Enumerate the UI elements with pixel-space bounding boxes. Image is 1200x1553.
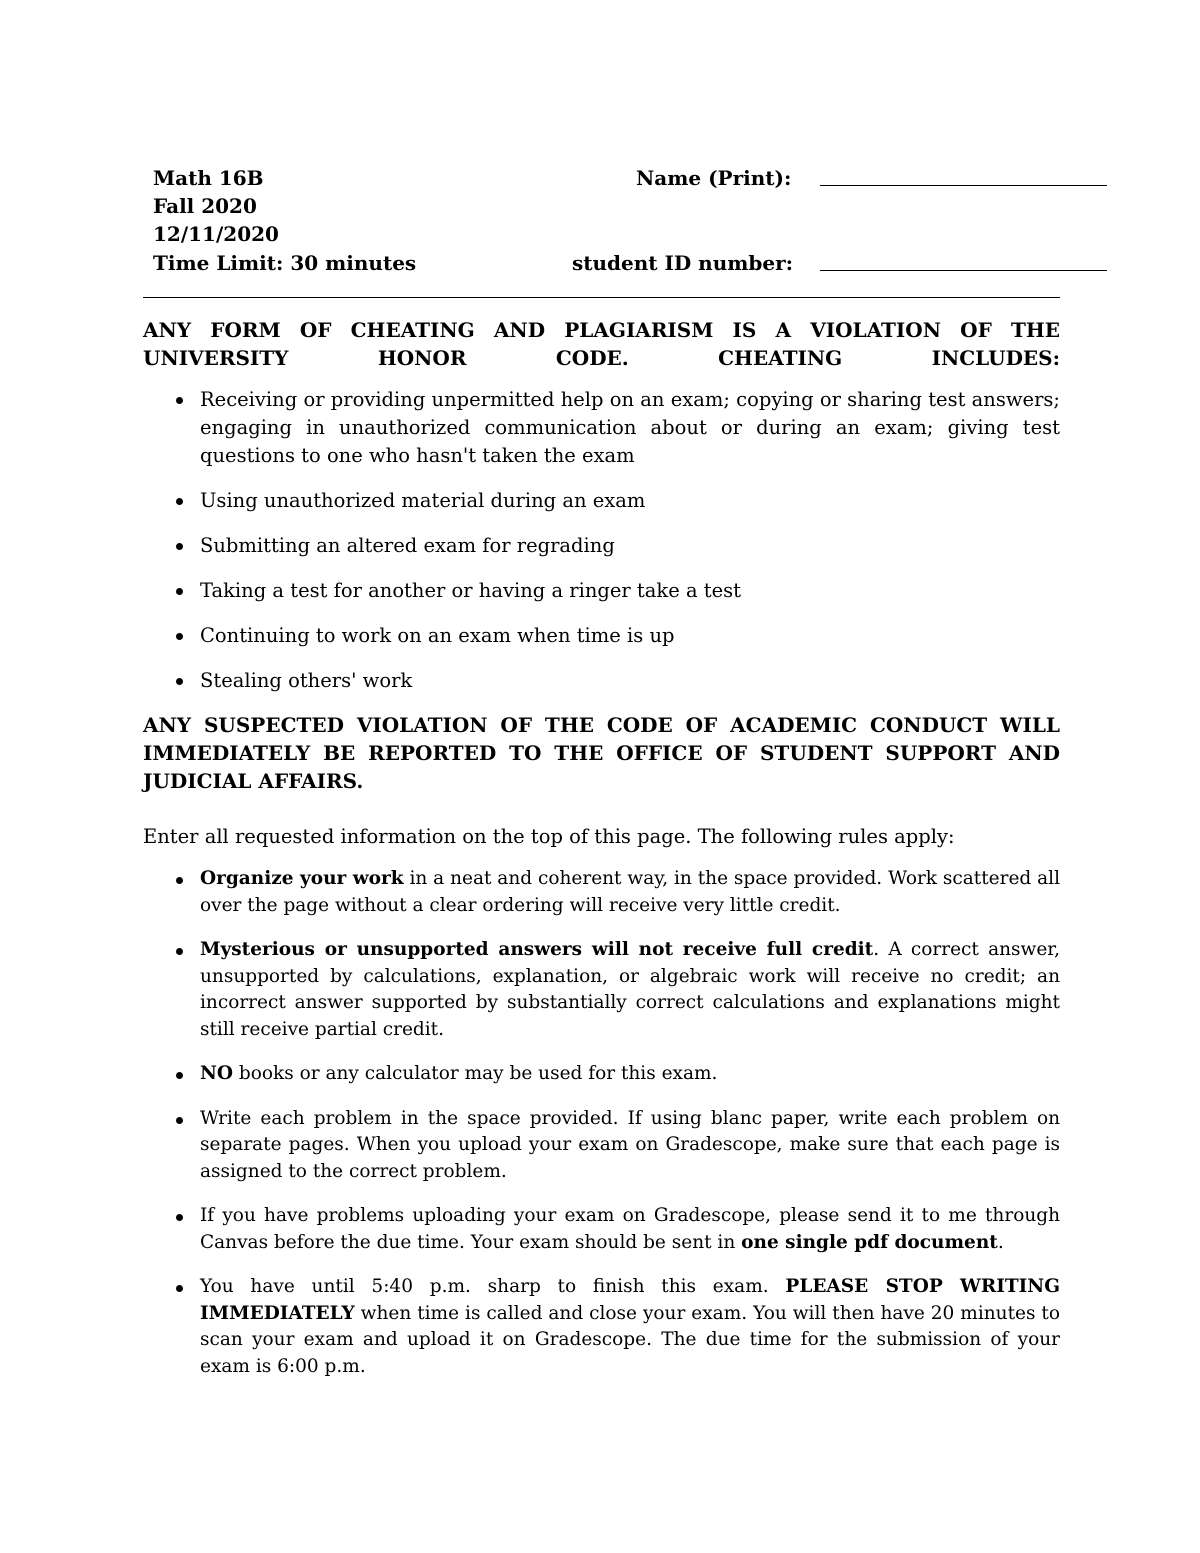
list-item: Receiving or providing unpermitted help on an exam; copying or sharing test answers; engaging in unauthorized communication about or during an exam; giving test questions to one who hasn't taken the exam — [143, 386, 1060, 470]
violation-warning: ANY SUSPECTED VIOLATION OF THE CODE OF ACADEMIC CONDUCT WILL IMMEDIATELY BE REPORTED TO THE OFFICE OF STUDENT SUPPORT AND JUDICIAL AFFAIRS. — [143, 713, 1060, 793]
rule-space — [143, 1106, 1060, 1186]
name-label: Name (Print): — [636, 166, 792, 190]
rule-text: You have until 5:40 p.m. sharp to finish this exam. — [200, 1276, 786, 1297]
rule-text: If you have problems uploading your exam on Gradescope, please send it to me through Canvas before the due time. Your exam should be sent in — [200, 1205, 1060, 1253]
course-title: Math 16B — [153, 166, 264, 190]
rule-organize — [143, 866, 1060, 919]
rule-emphasis: Organize your work — [200, 868, 404, 889]
student-id-label: student ID number: — [572, 251, 794, 275]
list-item: Submitting an altered exam for regrading — [143, 532, 1060, 560]
rule-emphasis: NO — [200, 1063, 234, 1084]
term: Fall 2020 — [153, 194, 257, 218]
rule-emphasis: PLEASE STOP WRITING IMMEDIATELY — [200, 1276, 1060, 1324]
honor-code-heading: ANY FORM OF CHEATING AND PLAGIARISM IS A VIOLATION OF THE UNIVERSITY HONOR CODE. CHEATING INCLUDES: — [143, 318, 1060, 370]
list-item: Taking a test for another or having a ringer take a test — [143, 577, 1060, 605]
rule-answers — [143, 937, 1060, 1043]
rules-list — [143, 866, 1060, 1398]
rule-text: books or any calculator may be used for this exam. — [233, 1063, 718, 1084]
rule-upload — [143, 1203, 1060, 1256]
time-limit: Time Limit: 30 minutes — [153, 251, 417, 275]
rule-text: Write each problem in the space provided. If using blanc paper, write each problem on separate pages. When you upload your exam on Gradescope, make sure that each page is assigned to the correct problem. — [200, 1107, 1060, 1182]
list-item: Continuing to work on an exam when time is up — [143, 622, 1060, 650]
rule-text: when time is called and close your exam. You will then have 20 minutes to scan your exam and upload it on Gradescope. The due time for the submission of your exam is 6:00 p.m. — [200, 1302, 1060, 1377]
cheating-list — [143, 386, 1060, 712]
rule-no-calculator — [143, 1061, 1060, 1088]
rule-emphasis: one single pdf document — [741, 1231, 998, 1253]
rule-text: in a neat and coherent way, in the space provided. Work scattered all over the page without a clear ordering will receive very little credit. — [200, 868, 1060, 916]
list-item: Using unauthorized material during an exam — [143, 487, 1060, 515]
name-blank-line[interactable] — [820, 185, 1107, 186]
rules-intro: Enter all requested information on the top of this page. The following rules apply: — [143, 825, 955, 848]
list-item: Stealing others' work — [143, 667, 1060, 695]
rule-time — [143, 1274, 1060, 1380]
exam-date: 12/11/2020 — [153, 222, 279, 246]
rule-emphasis: Mysterious or unsupported answers will not receive full credit — [200, 939, 874, 960]
rule-text: . A correct answer, unsupported by calculations, explanation, or algebraic work will receive no credit; an incorrect answer supported by substantially correct calculations and explanations might still receive partial credit. — [200, 939, 1060, 1040]
rule-text: . — [997, 1231, 1004, 1253]
student-id-blank-line[interactable] — [820, 270, 1107, 271]
header-divider — [143, 297, 1060, 298]
